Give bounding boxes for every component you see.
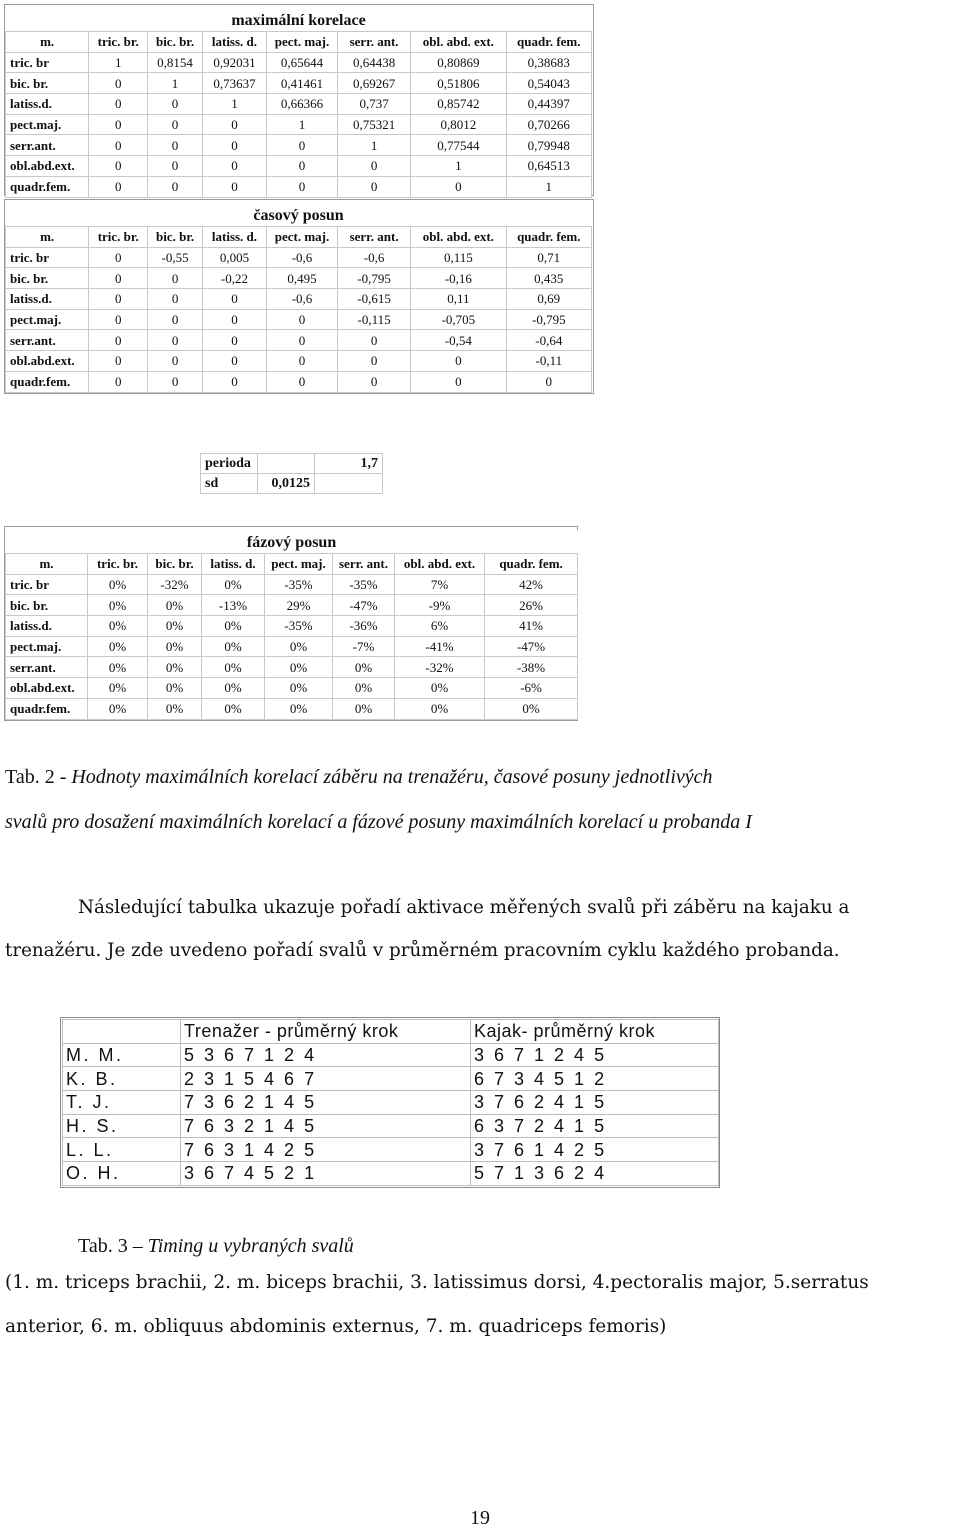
table-cell: 0% [148,678,202,699]
table-cell: 0 [202,114,266,135]
column-header: pect. maj. [266,32,337,53]
column-header: serr. ant. [338,32,411,53]
table-cell: 1 [148,73,203,94]
table-cell: 0% [148,616,202,637]
table-cell: 0,75321 [338,114,411,135]
time-shift-table [5,203,592,393]
table-cell: 0,66366 [266,94,337,115]
table-cell: 26% [485,595,578,616]
column-header: latiss. d. [202,32,266,53]
row-label: M. M. [63,1043,181,1067]
column-header: bic. br. [148,32,203,53]
table-title: fázový posun [6,531,578,554]
table-cell: 3 7 6 2 4 1 5 [471,1091,719,1115]
table-cell: 0% [202,616,265,637]
header-row [63,1020,719,1044]
table-title: maximální korelace [6,9,592,32]
table-cell: -32% [148,574,202,595]
table-cell: 0,38683 [506,52,591,73]
table-cell: -0,6 [266,247,337,268]
row-label: pect.maj. [6,114,89,135]
table-cell: -0,705 [411,309,506,330]
table-cell: 29% [265,595,333,616]
table-cell: 0 [148,351,203,372]
table-cell: 0 [202,330,266,351]
table-cell: 0 [148,330,203,351]
page-number: 19 [470,1507,490,1529]
table-cell: 6 3 7 2 4 1 5 [471,1114,719,1138]
table-cell: -0,11 [506,351,591,372]
table-cell: 0 [266,309,337,330]
table-cell: 1 [266,114,337,135]
table-cell: 0% [88,657,148,678]
table-cell: 0,69267 [338,73,411,94]
phase-shift-table [5,530,578,720]
table-row [6,657,578,678]
table-cell: 0 [148,309,203,330]
table-cell: 0 [506,371,591,392]
table-cell: 5 3 6 7 1 2 4 [181,1043,471,1067]
header-row [6,32,592,53]
table-cell: 0,70266 [506,114,591,135]
table-cell: 0% [202,636,265,657]
table-cell: 0 [89,330,148,351]
table-cell: 0 [411,176,506,197]
column-header: bic. br. [148,554,202,575]
table-row [63,1162,719,1186]
table-row [6,289,592,310]
table-row [63,1114,719,1138]
table-cell: 1 [338,135,411,156]
table-cell: 0% [88,616,148,637]
table-cell: 0 [148,156,203,177]
column-header [63,1020,181,1044]
header-row [6,554,578,575]
table-cell: 0,11 [411,289,506,310]
table-cell: 0,79948 [506,135,591,156]
table-cell: -0,615 [338,289,411,310]
table-cell: -0,6 [338,247,411,268]
row-label: obl.abd.ext. [6,351,89,372]
table-cell [315,474,383,494]
table-row [63,1138,719,1162]
row-label: serr.ant. [6,657,88,678]
table-cell: 0 [266,351,337,372]
column-header: pect. maj. [266,227,337,248]
table3-caption [78,1235,354,1258]
table-cell: 0 [89,156,148,177]
table-row [201,474,383,494]
row-label: quadr.fem. [6,176,89,197]
table-cell: 0% [88,678,148,699]
table-row [6,595,578,616]
table-cell: 0% [88,698,148,719]
table-cell: 0,8012 [411,114,506,135]
table-cell: 0 [338,330,411,351]
legend-line2: anterior, 6. m. obliquus abdominis externus, 7. m. quadriceps femoris) [5,1316,667,1337]
table-cell: 3 7 6 1 4 2 5 [471,1138,719,1162]
table-cell: 0,54043 [506,73,591,94]
row-label: obl.abd.ext. [6,678,88,699]
table-title-row [6,531,578,554]
table-cell: -0,16 [411,268,506,289]
paragraph-line1: Následující tabulka ukazuje pořadí aktivace měřených svalů při záběru na kajaku a [78,897,850,918]
table-cell: -35% [265,574,333,595]
max-correlation-table [5,8,592,198]
table-cell: 0 [202,135,266,156]
table-cell: 0,51806 [411,73,506,94]
table2-caption [5,766,713,789]
table-cell: -0,64 [506,330,591,351]
row-label: quadr.fem. [6,371,89,392]
table-cell: 41% [485,616,578,637]
table-cell: -32% [395,657,485,678]
table-cell: 0,64438 [338,52,411,73]
row-label: serr.ant. [6,330,89,351]
column-header: tric. br. [89,32,148,53]
caption-title-line1: Hodnoty maximálních korelací záběru na trenažéru, časové posuny jednotlivých [71,766,713,788]
table-cell: 0 [89,94,148,115]
table-row [6,176,592,197]
table-cell: 0% [148,657,202,678]
table-cell: 0,41461 [266,73,337,94]
caption3-lead: Tab. 3 – [78,1235,148,1257]
table-cell: 0,92031 [202,52,266,73]
table-cell: 5 7 1 3 6 2 4 [471,1162,719,1186]
table-cell: 0,80869 [411,52,506,73]
table-title-row [6,9,592,32]
row-label: pect.maj. [6,636,88,657]
table-cell: 0 [202,156,266,177]
table-cell: 0,0125 [258,474,315,494]
table-cell: 0 [148,289,203,310]
table-cell: 7 6 3 2 1 4 5 [181,1114,471,1138]
column-header: pect. maj. [265,554,333,575]
table-cell: 7 3 6 2 1 4 5 [181,1091,471,1115]
table-cell: 42% [485,574,578,595]
table-cell: -9% [395,595,485,616]
table-cell: -6% [485,678,578,699]
table-row [63,1091,719,1115]
table-cell: 0 [266,371,337,392]
table-cell: 0 [202,176,266,197]
table-cell: 0,69 [506,289,591,310]
table-cell: 0% [485,698,578,719]
table-row [6,678,578,699]
column-header: serr. ant. [333,554,395,575]
table-cell: 0 [411,351,506,372]
table-cell: -38% [485,657,578,678]
column-header: tric. br. [88,554,148,575]
table-cell: 2 3 1 5 4 6 7 [181,1067,471,1091]
table-cell: 0,85742 [411,94,506,115]
table-row [6,574,578,595]
table-cell: 0% [148,595,202,616]
table-cell: 0,44397 [506,94,591,115]
row-label: sd [201,474,258,494]
table-cell: 0,8154 [148,52,203,73]
column-header: m. [6,227,89,248]
table-row [6,52,592,73]
table-cell: 0% [265,678,333,699]
table-row [6,156,592,177]
table-row [6,114,592,135]
table-cell: 0,64513 [506,156,591,177]
row-label: quadr.fem. [6,698,88,719]
column-header: tric. br. [89,227,148,248]
table-row [6,268,592,289]
table-cell: 0 [266,156,337,177]
table-row [6,351,592,372]
header-row [6,227,592,248]
table-cell: 0,495 [266,268,337,289]
row-label: tric. br [6,574,88,595]
table-cell: 0,737 [338,94,411,115]
table-cell: 0 [266,135,337,156]
column-header: Trenažer - průměrný krok [181,1020,471,1044]
table-row [6,309,592,330]
table-cell: -0,115 [338,309,411,330]
table-cell: -0,795 [506,309,591,330]
table-row [63,1043,719,1067]
caption-title-line2: svalů pro dosažení maximálních korelací a fázové posuny maximálních korelací u probanda I [5,811,752,833]
table-cell: 6 7 3 4 5 1 2 [471,1067,719,1091]
row-label: H. S. [63,1114,181,1138]
table-cell: 0 [338,156,411,177]
row-label: tric. br [6,52,89,73]
row-label: bic. br. [6,73,89,94]
table-cell: 0 [89,135,148,156]
table-row [6,371,592,392]
column-header: latiss. d. [202,227,266,248]
column-header: m. [6,554,88,575]
column-header: obl. abd. ext. [395,554,485,575]
table-row [6,616,578,637]
row-label: bic. br. [6,268,89,289]
table-cell: -0,55 [148,247,203,268]
table-cell: -35% [333,574,395,595]
table-cell: 1 [202,94,266,115]
table-cell: 0% [395,698,485,719]
table-cell: 1 [89,52,148,73]
table-cell: 0 [338,351,411,372]
table-cell: 1,7 [315,454,383,474]
table-cell: -0,22 [202,268,266,289]
row-label: pect.maj. [6,309,89,330]
table-cell: 0 [89,247,148,268]
table-cell: 0% [395,678,485,699]
table-cell: 0 [89,289,148,310]
column-header: Kajak- průměrný krok [471,1020,719,1044]
table-cell: 1 [411,156,506,177]
table-row [6,698,578,719]
row-label: latiss.d. [6,616,88,637]
table-cell: 0 [148,114,203,135]
table-cell: 0 [202,371,266,392]
table-cell: 0 [411,371,506,392]
table-cell: 0 [148,176,203,197]
column-header: m. [6,32,89,53]
table-row [63,1067,719,1091]
row-label: L. L. [63,1138,181,1162]
row-label: latiss.d. [6,94,89,115]
table-cell: 0% [202,574,265,595]
table-row [6,94,592,115]
table-cell: 6% [395,616,485,637]
row-label: obl.abd.ext. [6,156,89,177]
table-cell: 0 [89,309,148,330]
row-label: perioda [201,454,258,474]
table-cell: -41% [395,636,485,657]
column-header: quadr. fem. [506,227,591,248]
table-cell: 0 [89,351,148,372]
table-cell: 0% [88,636,148,657]
table-cell: 0,115 [411,247,506,268]
table-cell: -0,795 [338,268,411,289]
column-header: quadr. fem. [485,554,578,575]
column-header: obl. abd. ext. [411,227,506,248]
column-header: bic. br. [148,227,203,248]
table-cell [258,454,315,474]
table-cell: 0 [89,371,148,392]
column-header: obl. abd. ext. [411,32,506,53]
timing-table [62,1019,719,1186]
period-table [200,453,383,494]
paragraph-line2: trenažéru. Je zde uvedeno pořadí svalů v průměrném pracovním cyklu každého probanda. [5,940,840,961]
table-cell: -36% [333,616,395,637]
table-cell: 0 [89,176,148,197]
table-cell: 0 [266,176,337,197]
table-cell: 0 [89,268,148,289]
table-cell: 0 [338,176,411,197]
table-cell: -47% [333,595,395,616]
row-label: bic. br. [6,595,88,616]
table-cell: 0 [148,268,203,289]
table-cell: 0% [88,595,148,616]
legend-line1: (1. m. triceps brachii, 2. m. biceps brachii, 3. latissimus dorsi, 4.pectoralis major, 5.serratus [5,1272,869,1293]
table-cell: 0,73637 [202,73,266,94]
caption-lead: Tab. 2 - [5,766,72,788]
table-cell: 0 [202,351,266,372]
table-cell: 0% [148,698,202,719]
table-cell: 0% [88,574,148,595]
table-cell: 0 [202,289,266,310]
table-row [6,330,592,351]
table-row [6,247,592,268]
table-cell: 0% [333,698,395,719]
table-cell: 0% [265,636,333,657]
table-row [6,73,592,94]
row-label: tric. br [6,247,89,268]
table-cell: 0 [266,330,337,351]
column-header: serr. ant. [338,227,411,248]
table-cell: 0% [202,657,265,678]
table-cell: 0% [333,678,395,699]
table-cell: 0 [148,94,203,115]
table-cell: 0,435 [506,268,591,289]
table-cell: 0 [148,371,203,392]
table-cell: 0,005 [202,247,266,268]
row-label: O. H. [63,1162,181,1186]
table-cell: 0 [338,371,411,392]
table-title: časový posun [6,204,592,227]
table-cell: -0,6 [266,289,337,310]
table-cell: 0% [265,657,333,678]
caption3-title: Timing u vybraných svalů [147,1235,354,1257]
table-cell: 3 6 7 4 5 2 1 [181,1162,471,1186]
column-header: latiss. d. [202,554,265,575]
table-cell: 0% [148,636,202,657]
table-cell: 0,65644 [266,52,337,73]
table-cell: 0% [202,678,265,699]
table-cell: 0% [333,657,395,678]
table-cell: 0,71 [506,247,591,268]
row-label: K. B. [63,1067,181,1091]
table-cell: 0 [202,309,266,330]
row-label: T. J. [63,1091,181,1115]
table-row [6,636,578,657]
table-cell: 0% [265,698,333,719]
table-cell: 0% [202,698,265,719]
table-cell: -0,54 [411,330,506,351]
table-cell: 0 [89,73,148,94]
table-cell: -35% [265,616,333,637]
table-cell: 7 6 3 1 4 2 5 [181,1138,471,1162]
column-header: quadr. fem. [506,32,591,53]
table-cell: -13% [202,595,265,616]
table-cell: 3 6 7 1 2 4 5 [471,1043,719,1067]
table-cell: -47% [485,636,578,657]
table-title-row [6,204,592,227]
row-label: latiss.d. [6,289,89,310]
table-cell: 0 [89,114,148,135]
table-cell: 0,77544 [411,135,506,156]
table-cell: 0 [148,135,203,156]
table-row [201,454,383,474]
table-cell: 7% [395,574,485,595]
table-row [6,135,592,156]
table-cell: 1 [506,176,591,197]
row-label: serr.ant. [6,135,89,156]
table-cell: -7% [333,636,395,657]
